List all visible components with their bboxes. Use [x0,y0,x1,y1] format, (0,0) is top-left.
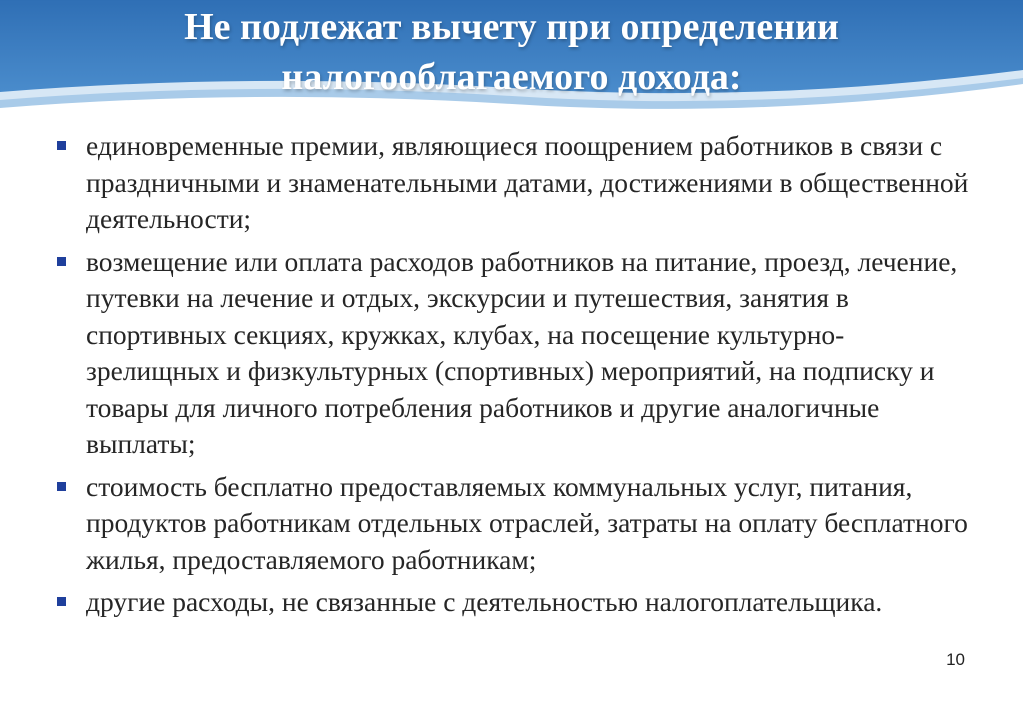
bullet-text: возмещение или оплата расходов работников на питание, проезд, лечение, путевки на лечение и отдых, экскурсии и путешествия, занятия в спортивных секциях, кружках, клубах, на посещение культурно-зрелищных и физкультурных (спортивных) мероприятий, на подписку и товары для личного потребления работников и другие аналогичные выплаты; [86,245,958,459]
square-bullet-icon [57,257,66,266]
bullet-item [57,584,977,621]
slide-title [0,2,1023,102]
bullet-text: единовременные премии, являющиеся поощрением работников в связи с праздничными и знаменательными датами, достижениями в общественной деятельности; [86,130,969,234]
title-line-1: Не подлежат вычету при определении [184,6,839,48]
bullet-item [57,244,977,463]
bullet-list [57,128,977,627]
title-line-2: налогооблагаемого дохода: [281,56,742,98]
bullet-item [57,469,977,579]
bullet-text: стоимость бесплатно предоставляемых коммунальных услуг, питания, продуктов работникам отдельных отраслей, затраты на оплату бесплатного жилья, предоставляемого работникам; [86,470,968,575]
square-bullet-icon [57,482,66,491]
square-bullet-icon [57,597,66,606]
square-bullet-icon [57,141,66,150]
bullet-item [57,128,977,238]
page-number: 10 [946,650,965,669]
bullet-text: другие расходы, не связанные с деятельностью налогоплательщика. [86,586,883,617]
